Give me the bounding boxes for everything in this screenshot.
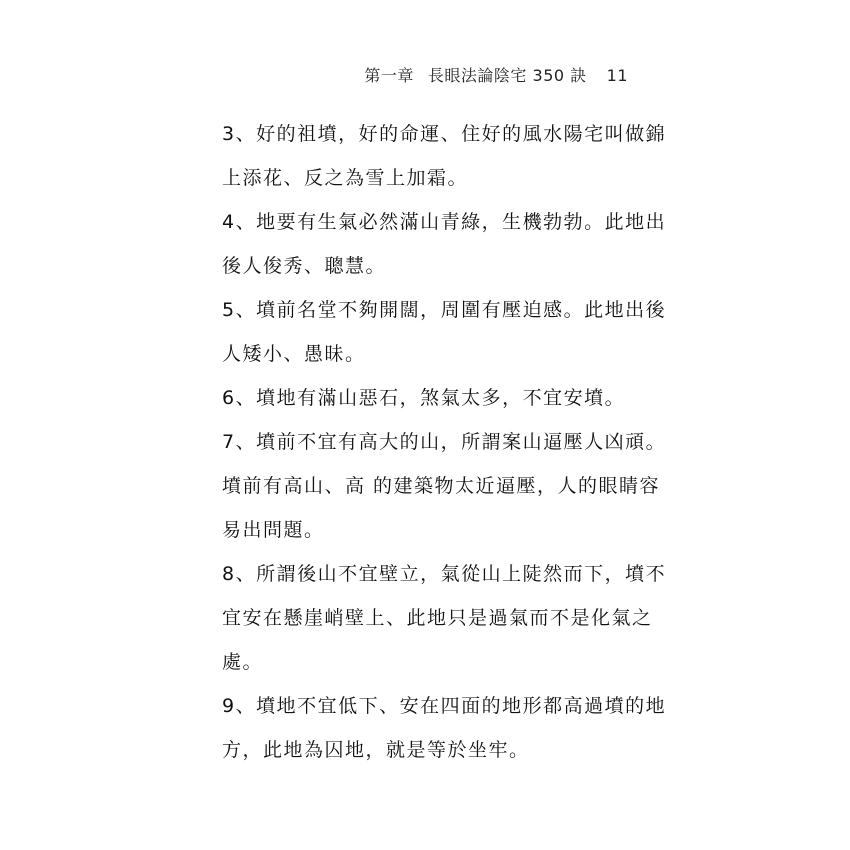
chapter-label: 第一章 [364,66,414,85]
text-line: 處。 [222,651,264,673]
text-line: 7、墳前不宜有高大的山，所謂案山逼壓人凶頑。 [222,431,667,453]
book-title: 長眼法論陰宅 350 訣 [427,66,587,85]
running-header [364,63,628,86]
text-line: 4、地要有生氣必然滿山青綠，生機勃勃。此地出 [222,211,667,233]
text-line: 後人俊秀、聰慧。 [222,255,387,277]
header-title-group [364,63,586,86]
text-line: 9、墳地不宜低下、安在四面的地形都高過墳的地 [222,695,667,717]
text-line: 方，此地為囚地，就是等於坐牢。 [222,739,530,761]
body-text [222,112,667,772]
text-line: 上添花、反之為雪上加霜。 [222,167,469,189]
text-line: 3、好的祖墳，好的命運、住好的風水陽宅叫做錦 [222,123,667,145]
text-line: 5、墳前名堂不夠開闊，周圍有壓迫感。此地出後 [222,299,667,321]
text-line: 人矮小、愚昧。 [222,343,366,365]
text-line: 8、所謂後山不宜壁立，氣從山上陡然而下，墳不 [222,563,667,585]
text-line: 宜安在懸崖峭壁上、此地只是過氣而不是化氣之 [222,607,653,629]
text-line: 6、墳地有滿山惡石，煞氣太多，不宜安墳。 [222,387,626,409]
text-line: 易出問題。 [222,519,325,541]
page-number: 11 [606,66,628,85]
text-line: 墳前有高山、高 的建築物太近逼壓，人的眼睛容 [222,475,661,497]
